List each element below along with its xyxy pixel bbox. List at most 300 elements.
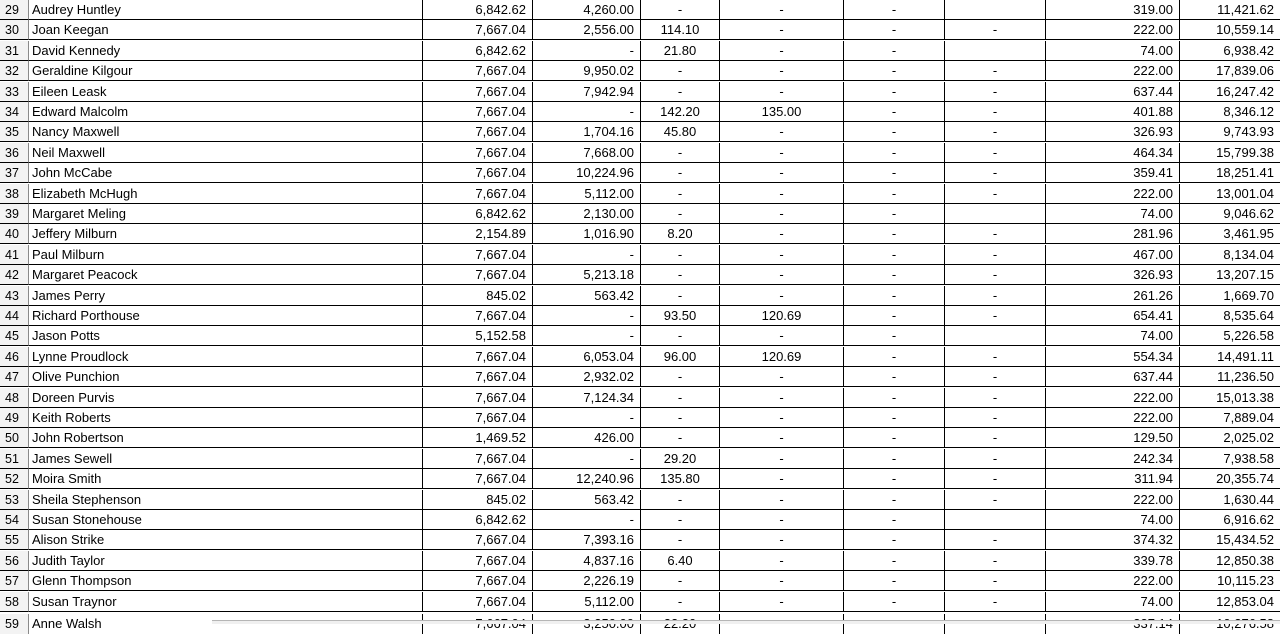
value-cell-col1[interactable]: 7,667.04 <box>423 102 533 122</box>
value-cell-col1[interactable]: 7,667.04 <box>423 367 533 387</box>
total-cell[interactable]: 6,916.62 <box>1180 510 1280 530</box>
row-number[interactable]: 49 <box>0 408 29 428</box>
value-cell-col3[interactable]: - <box>641 143 720 163</box>
value-cell-col5[interactable]: - <box>844 347 945 367</box>
value-cell-col6[interactable]: - <box>945 388 1046 408</box>
row-number[interactable]: 50 <box>0 428 29 448</box>
table-row[interactable] <box>0 408 1280 428</box>
value-cell-col2[interactable]: - <box>533 326 641 346</box>
table-row[interactable] <box>0 347 1280 367</box>
value-cell-col4[interactable]: 120.69 <box>720 347 844 367</box>
value-cell-col1[interactable]: 7,667.04 <box>423 122 533 142</box>
table-row[interactable] <box>0 163 1280 183</box>
table-row[interactable] <box>0 102 1280 122</box>
value-cell-col7[interactable]: 74.00 <box>1046 510 1180 530</box>
value-cell-col5[interactable]: - <box>844 306 945 326</box>
value-cell-col1[interactable]: 7,667.04 <box>423 306 533 326</box>
value-cell-col6[interactable] <box>945 41 1046 61</box>
value-cell-col3[interactable]: - <box>641 286 720 306</box>
row-number[interactable]: 46 <box>0 347 29 367</box>
value-cell-col7[interactable]: 74.00 <box>1046 592 1180 612</box>
value-cell-col4[interactable]: - <box>720 184 844 204</box>
value-cell-col4[interactable]: - <box>720 0 844 20</box>
value-cell-col1[interactable]: 1,469.52 <box>423 428 533 448</box>
table-row[interactable] <box>0 143 1280 163</box>
value-cell-col5[interactable]: - <box>844 41 945 61</box>
total-cell[interactable]: 8,346.12 <box>1180 102 1280 122</box>
table-row[interactable] <box>0 551 1280 571</box>
value-cell-col6[interactable] <box>945 326 1046 346</box>
row-number[interactable]: 48 <box>0 388 29 408</box>
table-row[interactable] <box>0 265 1280 285</box>
value-cell-col3[interactable]: - <box>641 367 720 387</box>
value-cell-col1[interactable]: 7,667.04 <box>423 592 533 612</box>
employee-name-cell[interactable]: James Perry <box>29 286 423 306</box>
value-cell-col1[interactable]: 7,667.04 <box>423 245 533 265</box>
total-cell[interactable]: 7,938.58 <box>1180 449 1280 469</box>
value-cell-col3[interactable]: - <box>641 245 720 265</box>
value-cell-col3[interactable]: - <box>641 428 720 448</box>
total-cell[interactable]: 10,559.14 <box>1180 20 1280 40</box>
table-row[interactable] <box>0 326 1280 346</box>
total-cell[interactable]: 12,853.04 <box>1180 592 1280 612</box>
table-row[interactable] <box>0 0 1280 20</box>
value-cell-col7[interactable]: 281.96 <box>1046 224 1180 244</box>
employee-name-cell[interactable]: Jason Potts <box>29 326 423 346</box>
employee-name-cell[interactable]: Susan Traynor <box>29 592 423 612</box>
value-cell-col5[interactable]: - <box>844 530 945 550</box>
value-cell-col1[interactable] <box>423 614 533 634</box>
total-cell[interactable]: 18,251.41 <box>1180 163 1280 183</box>
value-cell-col5[interactable]: - <box>844 551 945 571</box>
value-cell-col2[interactable]: - <box>533 449 641 469</box>
row-number[interactable]: 51 <box>0 449 29 469</box>
value-cell-col5[interactable]: - <box>844 102 945 122</box>
value-cell-col7[interactable]: 74.00 <box>1046 41 1180 61</box>
value-cell-col6[interactable]: - <box>945 102 1046 122</box>
value-cell-col2[interactable]: 563.42 <box>533 286 641 306</box>
value-cell-col4[interactable]: - <box>720 449 844 469</box>
value-cell-col2[interactable]: - <box>533 510 641 530</box>
value-cell-col7[interactable] <box>1046 614 1180 634</box>
row-number[interactable]: 59 <box>0 614 29 634</box>
table-row[interactable] <box>0 306 1280 326</box>
total-cell[interactable]: 15,434.52 <box>1180 530 1280 550</box>
value-cell-col7[interactable]: 637.44 <box>1046 82 1180 102</box>
value-cell-col1[interactable]: 5,152.58 <box>423 326 533 346</box>
employee-name-cell[interactable]: Eileen Leask <box>29 82 423 102</box>
row-number[interactable]: 39 <box>0 204 29 224</box>
value-cell-col4[interactable]: - <box>720 163 844 183</box>
value-cell-col7[interactable]: 654.41 <box>1046 306 1180 326</box>
table-row[interactable] <box>0 61 1280 81</box>
value-cell-col5[interactable]: - <box>844 388 945 408</box>
value-cell-col2[interactable]: - <box>533 102 641 122</box>
value-cell-col5[interactable]: - <box>844 449 945 469</box>
value-cell-col5[interactable]: - <box>844 428 945 448</box>
value-cell-col1[interactable]: 7,667.04 <box>423 449 533 469</box>
value-cell-col3[interactable]: - <box>641 82 720 102</box>
value-cell-col1[interactable]: 7,667.04 <box>423 265 533 285</box>
total-cell[interactable]: 20,355.74 <box>1180 469 1280 489</box>
value-cell-col3[interactable]: 142.20 <box>641 102 720 122</box>
value-cell-col6[interactable] <box>945 614 1046 634</box>
value-cell-col3[interactable]: - <box>641 326 720 346</box>
value-cell-col2[interactable]: 7,668.00 <box>533 143 641 163</box>
value-cell-col2[interactable]: 5,213.18 <box>533 265 641 285</box>
value-cell-col2[interactable]: 5,112.00 <box>533 592 641 612</box>
employee-name-cell[interactable]: Susan Stonehouse <box>29 510 423 530</box>
value-cell-col7[interactable]: 74.00 <box>1046 326 1180 346</box>
value-cell-col5[interactable]: - <box>844 224 945 244</box>
value-cell-col4[interactable]: - <box>720 286 844 306</box>
value-cell-col6[interactable]: - <box>945 306 1046 326</box>
table-row[interactable] <box>0 20 1280 40</box>
value-cell-col3[interactable]: 114.10 <box>641 20 720 40</box>
value-cell-col5[interactable]: - <box>844 245 945 265</box>
table-row[interactable] <box>0 82 1280 102</box>
value-cell-col2[interactable]: 563.42 <box>533 490 641 510</box>
table-row[interactable] <box>0 184 1280 204</box>
value-cell-col2[interactable]: 6,053.04 <box>533 347 641 367</box>
total-cell[interactable]: 16,247.42 <box>1180 82 1280 102</box>
value-cell-col1[interactable]: 7,667.04 <box>423 551 533 571</box>
value-cell-col5[interactable]: - <box>844 408 945 428</box>
value-cell-col4[interactable]: - <box>720 592 844 612</box>
value-cell-col4[interactable]: - <box>720 326 844 346</box>
total-cell[interactable]: 11,236.50 <box>1180 367 1280 387</box>
row-number[interactable]: 54 <box>0 510 29 530</box>
value-cell-col7[interactable]: 242.34 <box>1046 449 1180 469</box>
row-number[interactable]: 41 <box>0 245 29 265</box>
row-number[interactable]: 55 <box>0 530 29 550</box>
employee-name-cell[interactable]: Jeffery Milburn <box>29 224 423 244</box>
value-cell-col5[interactable]: - <box>844 143 945 163</box>
value-cell-col7[interactable]: 319.00 <box>1046 0 1180 20</box>
total-cell[interactable]: 9,046.62 <box>1180 204 1280 224</box>
value-cell-col2[interactable]: 7,393.16 <box>533 530 641 550</box>
value-cell-col3[interactable]: 29.20 <box>641 449 720 469</box>
value-cell-col7[interactable]: 637.44 <box>1046 367 1180 387</box>
employee-name-cell[interactable]: John Robertson <box>29 428 423 448</box>
value-cell-col1[interactable]: 7,667.04 <box>423 408 533 428</box>
value-cell-col7[interactable]: 401.88 <box>1046 102 1180 122</box>
value-cell-col1[interactable]: 6,842.62 <box>423 0 533 20</box>
value-cell-col1[interactable]: 7,667.04 <box>423 469 533 489</box>
value-cell-col3[interactable]: - <box>641 490 720 510</box>
value-cell-col7[interactable]: 222.00 <box>1046 571 1180 591</box>
value-cell-col4[interactable]: - <box>720 61 844 81</box>
value-cell-col5[interactable]: - <box>844 61 945 81</box>
value-cell-col6[interactable]: - <box>945 592 1046 612</box>
value-cell-col5[interactable]: - <box>844 571 945 591</box>
value-cell-col7[interactable]: 129.50 <box>1046 428 1180 448</box>
value-cell-col2[interactable]: - <box>533 41 641 61</box>
value-cell-col3[interactable]: - <box>641 204 720 224</box>
value-cell-col1[interactable]: 7,667.04 <box>423 163 533 183</box>
value-cell-col1[interactable]: 7,667.04 <box>423 571 533 591</box>
value-cell-col7[interactable]: 374.32 <box>1046 530 1180 550</box>
value-cell-col1[interactable]: 2,154.89 <box>423 224 533 244</box>
value-cell-col5[interactable]: - <box>844 490 945 510</box>
value-cell-col7[interactable]: 222.00 <box>1046 408 1180 428</box>
value-cell-col5[interactable]: - <box>844 20 945 40</box>
value-cell-col5[interactable]: - <box>844 326 945 346</box>
value-cell-col2[interactable]: 9,950.02 <box>533 61 641 81</box>
value-cell-col5[interactable]: - <box>844 184 945 204</box>
row-number[interactable]: 35 <box>0 122 29 142</box>
value-cell-col1[interactable]: 7,667.04 <box>423 347 533 367</box>
value-cell-col3[interactable]: - <box>641 163 720 183</box>
total-cell[interactable]: 3,461.95 <box>1180 224 1280 244</box>
row-number[interactable]: 32 <box>0 61 29 81</box>
value-cell-col4[interactable]: - <box>720 143 844 163</box>
value-cell-col1[interactable]: 7,667.04 <box>423 20 533 40</box>
row-number[interactable]: 33 <box>0 82 29 102</box>
row-number[interactable]: 37 <box>0 163 29 183</box>
employee-name-cell[interactable]: Geraldine Kilgour <box>29 61 423 81</box>
value-cell-col4[interactable]: - <box>720 20 844 40</box>
value-cell-col6[interactable]: - <box>945 469 1046 489</box>
value-cell-col6[interactable]: - <box>945 163 1046 183</box>
total-cell[interactable]: 1,630.44 <box>1180 490 1280 510</box>
value-cell-col3[interactable]: 6.40 <box>641 551 720 571</box>
total-cell[interactable]: 14,491.11 <box>1180 347 1280 367</box>
value-cell-col1[interactable]: 7,667.04 <box>423 82 533 102</box>
value-cell-col5[interactable]: - <box>844 286 945 306</box>
value-cell-col7[interactable]: 554.34 <box>1046 347 1180 367</box>
value-cell-col7[interactable]: 222.00 <box>1046 388 1180 408</box>
table-row[interactable] <box>0 449 1280 469</box>
employee-name-cell[interactable]: Glenn Thompson <box>29 571 423 591</box>
value-cell-col1[interactable]: 7,667.04 <box>423 530 533 550</box>
value-cell-col3[interactable]: 45.80 <box>641 122 720 142</box>
value-cell-col1[interactable]: 6,842.62 <box>423 204 533 224</box>
table-row[interactable] <box>0 592 1280 612</box>
value-cell-col6[interactable]: - <box>945 428 1046 448</box>
value-cell-col6[interactable]: - <box>945 143 1046 163</box>
value-cell-col4[interactable]: - <box>720 367 844 387</box>
table-row[interactable] <box>0 41 1280 61</box>
value-cell-col1[interactable]: 7,667.04 <box>423 143 533 163</box>
value-cell-col2[interactable]: 2,130.00 <box>533 204 641 224</box>
employee-name-cell[interactable]: David Kennedy <box>29 41 423 61</box>
value-cell-col7[interactable]: 222.00 <box>1046 61 1180 81</box>
row-number[interactable]: 57 <box>0 571 29 591</box>
row-number[interactable]: 38 <box>0 184 29 204</box>
table-row[interactable] <box>0 286 1280 306</box>
total-cell[interactable]: 11,421.62 <box>1180 0 1280 20</box>
value-cell-col5[interactable]: - <box>844 367 945 387</box>
table-row[interactable] <box>0 428 1280 448</box>
value-cell-col7[interactable]: 222.00 <box>1046 184 1180 204</box>
value-cell-col7[interactable]: 311.94 <box>1046 469 1180 489</box>
employee-name-cell[interactable]: Edward Malcolm <box>29 102 423 122</box>
value-cell-col7[interactable]: 222.00 <box>1046 20 1180 40</box>
horizontal-scrollbar[interactable] <box>212 620 1280 624</box>
total-cell[interactable]: 5,226.58 <box>1180 326 1280 346</box>
value-cell-col3[interactable]: 8.20 <box>641 224 720 244</box>
value-cell-col7[interactable]: 339.78 <box>1046 551 1180 571</box>
total-cell[interactable]: 8,134.04 <box>1180 245 1280 265</box>
value-cell-col4[interactable]: - <box>720 41 844 61</box>
value-cell-col2[interactable]: 1,704.16 <box>533 122 641 142</box>
row-number[interactable]: 58 <box>0 592 29 612</box>
value-cell-col6[interactable]: - <box>945 551 1046 571</box>
value-cell-col4[interactable]: - <box>720 510 844 530</box>
value-cell-col6[interactable]: - <box>945 530 1046 550</box>
employee-name-cell[interactable]: John McCabe <box>29 163 423 183</box>
total-cell[interactable]: 13,001.04 <box>1180 184 1280 204</box>
total-cell[interactable]: 15,799.38 <box>1180 143 1280 163</box>
total-cell[interactable]: 8,535.64 <box>1180 306 1280 326</box>
table-row[interactable] <box>0 490 1280 510</box>
value-cell-col2[interactable]: - <box>533 245 641 265</box>
value-cell-col2[interactable]: 10,224.96 <box>533 163 641 183</box>
value-cell-col4[interactable]: - <box>720 388 844 408</box>
total-cell[interactable]: 7,889.04 <box>1180 408 1280 428</box>
row-number[interactable]: 52 <box>0 469 29 489</box>
total-cell[interactable]: 2,025.02 <box>1180 428 1280 448</box>
value-cell-col6[interactable]: - <box>945 265 1046 285</box>
employee-name-cell[interactable]: Olive Punchion <box>29 367 423 387</box>
value-cell-col4[interactable]: - <box>720 204 844 224</box>
employee-name-cell[interactable]: Paul Milburn <box>29 245 423 265</box>
employee-name-cell[interactable]: Sheila Stephenson <box>29 490 423 510</box>
value-cell-col2[interactable]: 1,016.90 <box>533 224 641 244</box>
table-row[interactable] <box>0 204 1280 224</box>
employee-name-cell[interactable]: Lynne Proudlock <box>29 347 423 367</box>
value-cell-col1[interactable]: 845.02 <box>423 490 533 510</box>
value-cell-col4[interactable]: 120.69 <box>720 306 844 326</box>
value-cell-col2[interactable]: - <box>533 306 641 326</box>
row-number[interactable]: 42 <box>0 265 29 285</box>
value-cell-col1[interactable]: 7,667.04 <box>423 388 533 408</box>
value-cell-col6[interactable]: - <box>945 122 1046 142</box>
value-cell-col4[interactable]: - <box>720 122 844 142</box>
employee-name-cell[interactable]: Joan Keegan <box>29 20 423 40</box>
value-cell-col4[interactable]: - <box>720 428 844 448</box>
table-row[interactable] <box>0 245 1280 265</box>
value-cell-col3[interactable]: - <box>641 408 720 428</box>
value-cell-col3[interactable]: - <box>641 592 720 612</box>
value-cell-col4[interactable]: - <box>720 82 844 102</box>
value-cell-col6[interactable]: - <box>945 408 1046 428</box>
row-number[interactable]: 34 <box>0 102 29 122</box>
employee-name-cell[interactable]: Keith Roberts <box>29 408 423 428</box>
table-row[interactable] <box>0 469 1280 489</box>
value-cell-col6[interactable]: - <box>945 224 1046 244</box>
employee-name-cell[interactable]: Richard Porthouse <box>29 306 423 326</box>
row-number[interactable]: 47 <box>0 367 29 387</box>
value-cell-col7[interactable]: 467.00 <box>1046 245 1180 265</box>
value-cell-col6[interactable]: - <box>945 184 1046 204</box>
value-cell-col5[interactable]: - <box>844 592 945 612</box>
value-cell-col2[interactable]: 4,260.00 <box>533 0 641 20</box>
value-cell-col2[interactable]: 2,556.00 <box>533 20 641 40</box>
value-cell-col2[interactable] <box>533 614 641 634</box>
value-cell-col1[interactable]: 845.02 <box>423 286 533 306</box>
value-cell-col3[interactable]: 21.80 <box>641 41 720 61</box>
row-number[interactable]: 56 <box>0 551 29 571</box>
row-number[interactable]: 44 <box>0 306 29 326</box>
value-cell-col6[interactable]: - <box>945 245 1046 265</box>
employee-name-cell[interactable]: James Sewell <box>29 449 423 469</box>
table-row[interactable] <box>0 224 1280 244</box>
value-cell-col1[interactable]: 6,842.62 <box>423 510 533 530</box>
employee-name-cell[interactable]: Judith Taylor <box>29 551 423 571</box>
value-cell-col6[interactable]: - <box>945 347 1046 367</box>
value-cell-col4[interactable]: - <box>720 530 844 550</box>
value-cell-col4[interactable]: - <box>720 245 844 265</box>
value-cell-col5[interactable]: - <box>844 204 945 224</box>
table-row[interactable] <box>0 367 1280 387</box>
table-row[interactable] <box>0 388 1280 408</box>
employee-name-cell[interactable]: Neil Maxwell <box>29 143 423 163</box>
value-cell-col6[interactable]: - <box>945 61 1046 81</box>
value-cell-col3[interactable]: - <box>641 388 720 408</box>
value-cell-col5[interactable]: - <box>844 265 945 285</box>
value-cell-col7[interactable]: 464.34 <box>1046 143 1180 163</box>
value-cell-col2[interactable]: - <box>533 408 641 428</box>
employee-name-cell[interactable]: Doreen Purvis <box>29 388 423 408</box>
value-cell-col6[interactable] <box>945 204 1046 224</box>
value-cell-col6[interactable]: - <box>945 571 1046 591</box>
value-cell-col5[interactable]: - <box>844 122 945 142</box>
employee-name-cell[interactable]: Audrey Huntley <box>29 0 423 20</box>
value-cell-col7[interactable]: 222.00 <box>1046 490 1180 510</box>
value-cell-col3[interactable]: 135.80 <box>641 469 720 489</box>
value-cell-col5[interactable] <box>844 614 945 634</box>
value-cell-col7[interactable]: 261.26 <box>1046 286 1180 306</box>
value-cell-col2[interactable]: 2,226.19 <box>533 571 641 591</box>
value-cell-col2[interactable]: 426.00 <box>533 428 641 448</box>
total-cell[interactable]: 12,850.38 <box>1180 551 1280 571</box>
total-cell[interactable]: 15,013.38 <box>1180 388 1280 408</box>
total-cell[interactable] <box>1180 614 1280 634</box>
value-cell-col7[interactable]: 359.41 <box>1046 163 1180 183</box>
value-cell-col2[interactable]: 4,837.16 <box>533 551 641 571</box>
value-cell-col6[interactable]: - <box>945 490 1046 510</box>
value-cell-col3[interactable]: - <box>641 184 720 204</box>
total-cell[interactable]: 13,207.15 <box>1180 265 1280 285</box>
value-cell-col4[interactable]: 135.00 <box>720 102 844 122</box>
value-cell-col3[interactable]: - <box>641 571 720 591</box>
row-number[interactable]: 53 <box>0 490 29 510</box>
value-cell-col2[interactable]: 7,124.34 <box>533 388 641 408</box>
value-cell-col3[interactable]: - <box>641 0 720 20</box>
value-cell-col7[interactable]: 326.93 <box>1046 265 1180 285</box>
row-number[interactable]: 36 <box>0 143 29 163</box>
value-cell-col6[interactable]: - <box>945 286 1046 306</box>
row-number[interactable]: 30 <box>0 20 29 40</box>
row-number[interactable]: 31 <box>0 41 29 61</box>
total-cell[interactable]: 9,743.93 <box>1180 122 1280 142</box>
total-cell[interactable]: 17,839.06 <box>1180 61 1280 81</box>
value-cell-col4[interactable]: - <box>720 224 844 244</box>
value-cell-col3[interactable] <box>641 614 720 634</box>
value-cell-col5[interactable]: - <box>844 0 945 20</box>
row-number[interactable]: 40 <box>0 224 29 244</box>
employee-name-cell[interactable]: Alison Strike <box>29 530 423 550</box>
value-cell-col5[interactable]: - <box>844 510 945 530</box>
value-cell-col3[interactable]: 96.00 <box>641 347 720 367</box>
row-number[interactable]: 45 <box>0 326 29 346</box>
value-cell-col2[interactable]: 7,942.94 <box>533 82 641 102</box>
value-cell-col4[interactable]: - <box>720 551 844 571</box>
value-cell-col1[interactable]: 7,667.04 <box>423 61 533 81</box>
employee-name-cell[interactable]: Margaret Peacock <box>29 265 423 285</box>
